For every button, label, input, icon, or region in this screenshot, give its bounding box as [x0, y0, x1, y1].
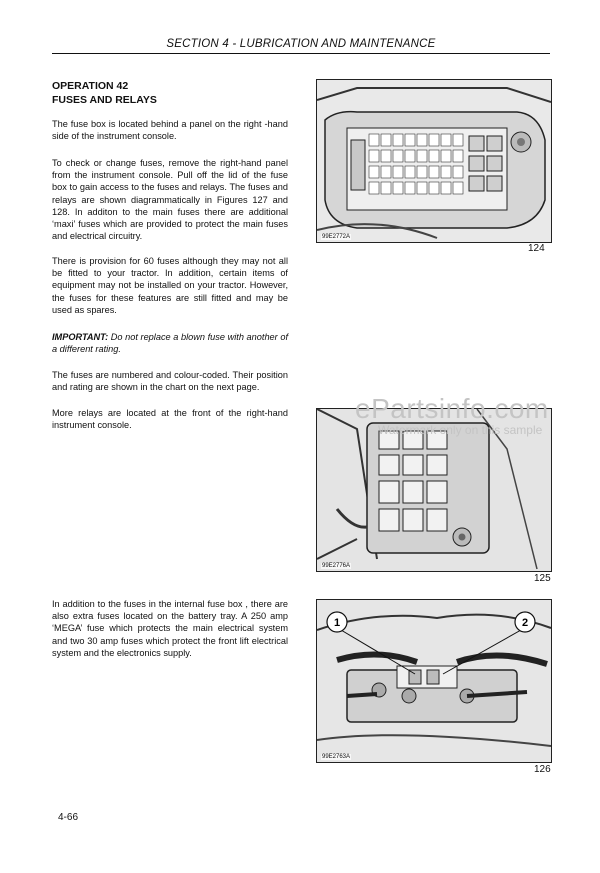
paragraph-7: In addition to the fuses in the internal fuse box , there are also extra fuses located on the battery tray. A 250 amp ‘MEGA’ fuse which protects the main electrical system and two 30 amp fuses which protect the front lift electrical system and the electronics supply.: [52, 599, 288, 658]
operation-title: FUSES AND RELAYS: [52, 94, 157, 106]
important-text: Do not replace a blown fuse with another of a different rating.: [52, 332, 288, 355]
figure-126-battery-tray-fuses: [316, 599, 552, 763]
operation-number: OPERATION 42: [52, 80, 129, 92]
battery-tray-illustration: [317, 600, 551, 762]
paragraph-6: More relays are located at the front of the right-hand instrument console.: [52, 408, 288, 431]
paragraph-2: To check or change fuses, remove the right-hand panel from the instrument console. Pull off the lid of the fuse box to gain access to the fuses and relays. The fuses and relays are shown diagrammatically in Figures 127 and 128. In additon to the main fuses there are additional ‘maxi’ fuses which are provided to protect the main fuses and electrical circuitry.: [52, 158, 288, 242]
paragraph-5: The fuses are numbered and colour-coded. Their position and rating are shown in the chart on the next page.: [52, 370, 288, 393]
figure-code: 99E2772A: [322, 234, 351, 240]
figure-number: 126: [534, 764, 551, 775]
figure-number: 124: [528, 243, 545, 254]
callout-2: 2: [521, 617, 529, 629]
figure-code: 99E2776A: [322, 563, 351, 569]
figure-124-fuse-box: [316, 79, 552, 243]
watermark-subtitle: Watermark only on this sample: [378, 423, 543, 437]
page-number: 4-66: [58, 812, 79, 823]
operation-heading: [52, 79, 157, 107]
paragraph-1: The fuse box is located behind a panel on the right -hand side of the instrument console.: [52, 119, 288, 142]
important-note: [52, 331, 288, 355]
header-divider: [52, 53, 550, 54]
section-header: SECTION 4 - LUBRICATION AND MAINTENANCE: [166, 38, 436, 50]
watermark: ePartsinfo.com: [355, 393, 549, 424]
paragraph-3: There is provision for 60 fuses although they may not all be fitted to your tractor. In addition, certain items of equipment may not be installed on your tractor. However, the fuses for these features are still fitted and may be used as spares.: [52, 256, 288, 315]
important-label: IMPORTANT:: [52, 332, 109, 342]
fuse-box-illustration: [317, 80, 551, 242]
callout-1: 1: [333, 617, 341, 629]
figure-code: 99E2763A: [322, 754, 351, 760]
figure-number: 125: [534, 573, 551, 584]
